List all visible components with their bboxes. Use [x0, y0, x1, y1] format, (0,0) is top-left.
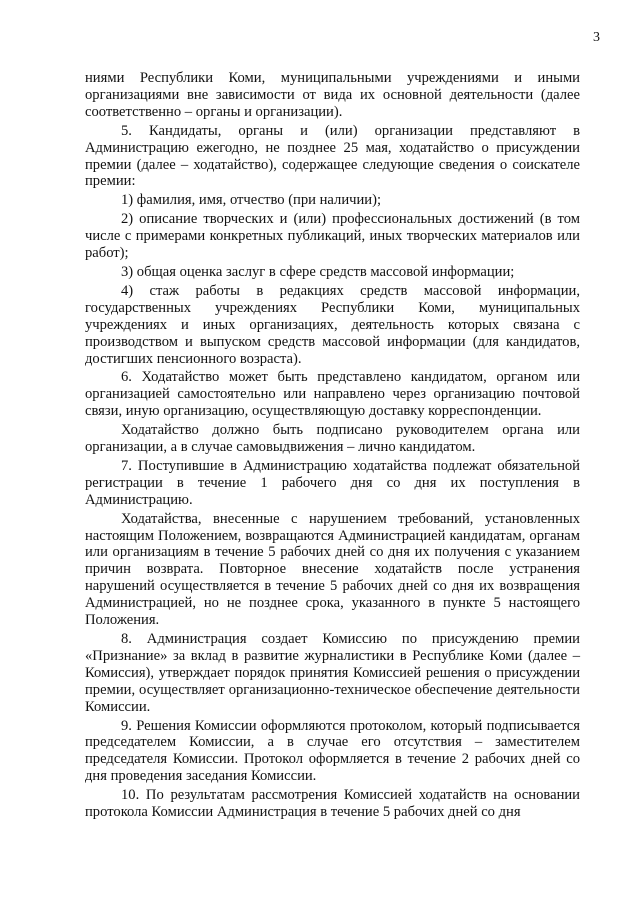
list-item-1: 1) фамилия, имя, отчество (при наличии);: [121, 192, 382, 209]
list-item-3: 3) общая оценка заслуг в сфере средств массовой информации;: [121, 263, 515, 280]
paragraph-item-10: 10. По результатам рассмотрения Комиссией ходатайств на основании протокола Комиссии Администрация в течение 5 рабочих дней со дня: [85, 787, 580, 821]
paragraph-item-6: 6. Ходатайство может быть представлено кандидатом, органом или организацией самостоятельно или направлено через организацию почтовой связи, иную организацию, осуществляющую доставку корреспонденции.: [85, 369, 580, 420]
paragraph-item-5: 5. Кандидаты, органы и (или) организации представляют в Администрацию ежегодно, не позднее 25 мая, ходатайство о присуждении премии (далее – ходатайство), содержащее следующие сведения о соискателе премии:: [85, 122, 580, 190]
paragraph-item-8: 8. Администрация создает Комиссию по присуждению премии «Признание» за вклад в развитие журналистики в Республике Коми (далее – Комиссия), утверждает порядок принятия Комиссией решения о присуждении премии, осуществляет организационно-техническое обеспечение деятельности Комиссии.: [85, 631, 580, 715]
paragraph-item-9: 9. Решения Комиссии оформляются протоколом, который подписывается председателем Комиссии, а в случае его отсутствия – заместителем председателя Комиссии. Протокол оформляется в течение 2 рабочих дней со дня проведения заседания Комиссии.: [85, 717, 580, 785]
paragraph-signature-requirement: Ходатайство должно быть подписано руководителем органа или организации, а в случае самовыдвижения – лично кандидатом.: [85, 422, 580, 456]
list-item-2: 2) описание творческих и (или) профессиональных достижений (в том числе с примерами конкретных публикаций, иных творческих материалов или работ);: [85, 211, 580, 262]
list-item-4: 4) стаж работы в редакциях средств массовой информации, государственных учреждениях Республики Коми, муниципальных учреждениях и иных организациях, деятельность которых связана с производством и выпуском средств массовой информации (для кандидатов, достигших пенсионного возраста).: [85, 282, 580, 367]
page-number: 3: [593, 30, 600, 45]
paragraph-item-7: 7. Поступившие в Администрацию ходатайства подлежат обязательной регистрации в течение 1 рабочего дня со дня их поступления в Администрацию.: [85, 457, 580, 508]
paragraph-continuation: ниями Республики Коми, муниципальными учреждениями и иными организациями вне зависимости от вида их основной деятельности (далее соответственно – органы и организации).: [85, 70, 580, 120]
paragraph-return-of-petitions: Ходатайства, внесенные с нарушением требований, установленных настоящим Положением, возвращаются Администрацией кандидатам, органам или организациям в течение 5 рабочих дней со дня их получения с указанием причин возврата. Повторное внесение ходатайств после устранения нарушений осуществляется в течение 5 рабочих дней со дня их возвращения Администрацией, но не позднее срока, указанного в пункте 5 настоящего Положения.: [85, 510, 580, 629]
document-body: [85, 70, 580, 821]
